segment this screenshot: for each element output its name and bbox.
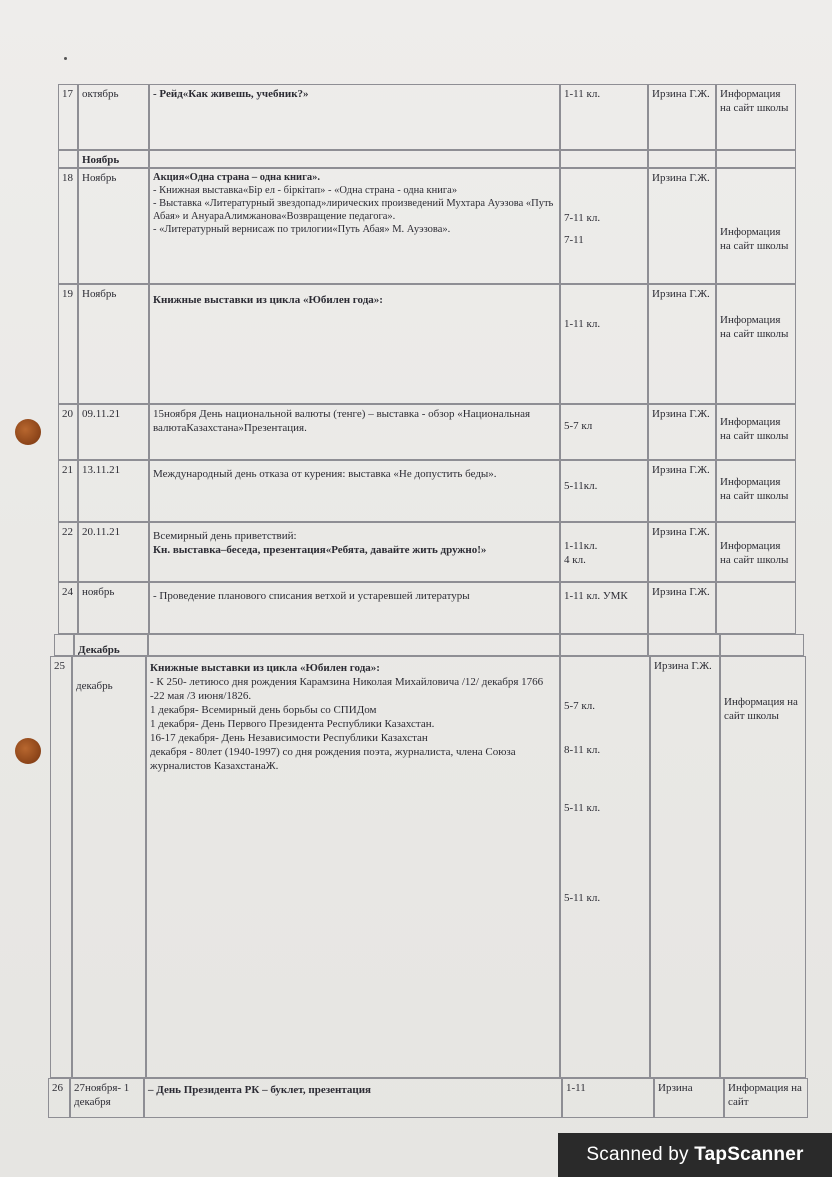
row-event: 15ноября День национальной валюты (тенге) – выставка - обзор «Национальная валютаКазахстана»Презентация. (149, 404, 560, 460)
row-event: Книжные выставки из цикла «Юбилен года»: (149, 284, 560, 404)
classes-line: 5-11 кл. (564, 802, 601, 814)
row-note: Информация на сайт школы (716, 460, 796, 522)
row-note: Информация на сайт школы (716, 168, 796, 284)
event-line: 1 декабря- День Первого Президента Республики Казахстан. (150, 718, 435, 730)
row-responsible: Ирзина Г.Ж. (648, 582, 716, 634)
section-blank (149, 150, 560, 168)
section-blank (560, 150, 648, 168)
row-note: Информация на сайт школы (716, 404, 796, 460)
row-number: 26 (48, 1078, 70, 1118)
event-line: - Книжная выставка«Бір ел - біркітап» - «Одна страна - одна книга» (153, 185, 458, 196)
punch-hole (15, 419, 41, 445)
row-classes: 1-11 кл. (560, 84, 648, 150)
classes-line: 8-11 кл. (564, 744, 601, 756)
row-note (716, 582, 796, 634)
row-note: Информация на сайт школы (716, 84, 796, 150)
classes-line: 4 кл. (564, 554, 586, 566)
row-responsible: Ирзина (654, 1078, 724, 1118)
classes-line: 7-11 (564, 234, 584, 246)
punch-hole (15, 738, 41, 764)
row-event: Международный день отказа от курения: выставка «Не допустить беды». (149, 460, 560, 522)
section-blank (716, 150, 796, 168)
event-line: - «Литературный вернисаж по трилогии«Путь Абая» М. Ауэзова». (153, 224, 451, 235)
row-responsible: Ирзина Г.Ж. (650, 656, 720, 1078)
row-event: - Проведение планового списания ветхой и устаревшей литературы (149, 582, 560, 634)
row-classes: 1-11 (562, 1078, 654, 1118)
dust-speck (64, 57, 67, 60)
row-responsible: Ирзина Г.Ж. (648, 284, 716, 404)
scanner-watermark (558, 1133, 832, 1177)
row-classes: 5-7 кл (560, 404, 648, 460)
event-line: - Выставка «Литературный звездопад»лирических произведений Мухтара Ауэзова «Путь Абая» и АнуараАлимжанова«Возвращение педагога». (153, 198, 554, 222)
event-line: Акция«Одна страна – одна книга». (153, 172, 320, 183)
row-date: 13.11.21 (78, 460, 149, 522)
row-event: - Рейд«Как живешь, учебник?» (149, 84, 560, 150)
row-event (149, 168, 560, 284)
watermark-brand: TapScanner (694, 1144, 804, 1165)
section-blank (58, 150, 78, 168)
event-line: - К 250- летиюсо дня рождения Карамзина Николая Михайловича /12/ декабря 1766 -22 мая /3 июня/1826. (150, 676, 544, 702)
row-number: 22 (58, 522, 78, 582)
row-responsible: Ирзина Г.Ж. (648, 522, 716, 582)
row-event (146, 656, 560, 1078)
classes-line: 7-11 кл. (564, 212, 601, 224)
row-number: 25 (50, 656, 72, 1078)
row-date: ноябрь (78, 582, 149, 634)
event-line: Кн. выставка–беседа, презентация«Ребята, давайте жить дружно!» (153, 544, 487, 556)
section-blank (54, 634, 74, 656)
row-number: 19 (58, 284, 78, 404)
row-responsible: Ирзина Г.Ж. (648, 168, 716, 284)
row-number: 21 (58, 460, 78, 522)
row-date: декабрь (72, 656, 146, 1078)
event-line: Всемирный день приветствий: (153, 530, 297, 542)
row-date: 27ноября- 1 декабря (70, 1078, 144, 1118)
event-line: Книжные выставки из цикла «Юбилен года»: (150, 662, 380, 674)
section-blank (720, 634, 804, 656)
classes-line: 5-7 кл. (564, 700, 595, 712)
event-line: декабря - 80лет (1940-1997) со дня рождения поэта, журналиста, члена Союза журналистов КазахстанаЖ. (150, 746, 516, 772)
row-date: октябрь (78, 84, 149, 150)
row-classes (560, 522, 648, 582)
row-classes (560, 656, 650, 1078)
section-heading: Декабрь (74, 634, 148, 656)
row-number: 18 (58, 168, 78, 284)
event-line: 1 декабря- Всемирный день борьбы со СПИДом (150, 704, 377, 716)
row-note: Информация на сайт (724, 1078, 808, 1118)
section-blank (648, 634, 720, 656)
row-classes (560, 168, 648, 284)
row-classes: 1-11 кл. (560, 284, 648, 404)
row-date: 09.11.21 (78, 404, 149, 460)
section-blank (148, 634, 560, 656)
row-date: 20.11.21 (78, 522, 149, 582)
row-classes: 5-11кл. (560, 460, 648, 522)
row-note: Информация на сайт школы (716, 284, 796, 404)
row-responsible: Ирзина Г.Ж. (648, 84, 716, 150)
row-classes: 1-11 кл. УМК (560, 582, 648, 634)
classes-line: 5-11 кл. (564, 892, 601, 904)
row-event (149, 522, 560, 582)
row-event: – День Президента РК – буклет, презентация (144, 1078, 562, 1118)
event-line: 16-17 декабря- День Независимости Республики Казахстан (150, 732, 428, 744)
row-note: Информация на сайт школы (716, 522, 796, 582)
section-heading: Ноябрь (78, 150, 149, 168)
watermark-prefix: Scanned by (586, 1144, 695, 1165)
row-date: Ноябрь (78, 168, 149, 284)
row-responsible: Ирзина Г.Ж. (648, 404, 716, 460)
section-blank (560, 634, 648, 656)
section-blank (648, 150, 716, 168)
row-number: 24 (58, 582, 78, 634)
row-note: Информация на сайт школы (720, 656, 806, 1078)
row-date: Ноябрь (78, 284, 149, 404)
row-responsible: Ирзина Г.Ж. (648, 460, 716, 522)
row-number: 20 (58, 404, 78, 460)
row-number: 17 (58, 84, 78, 150)
classes-line: 1-11кл. (564, 540, 598, 552)
